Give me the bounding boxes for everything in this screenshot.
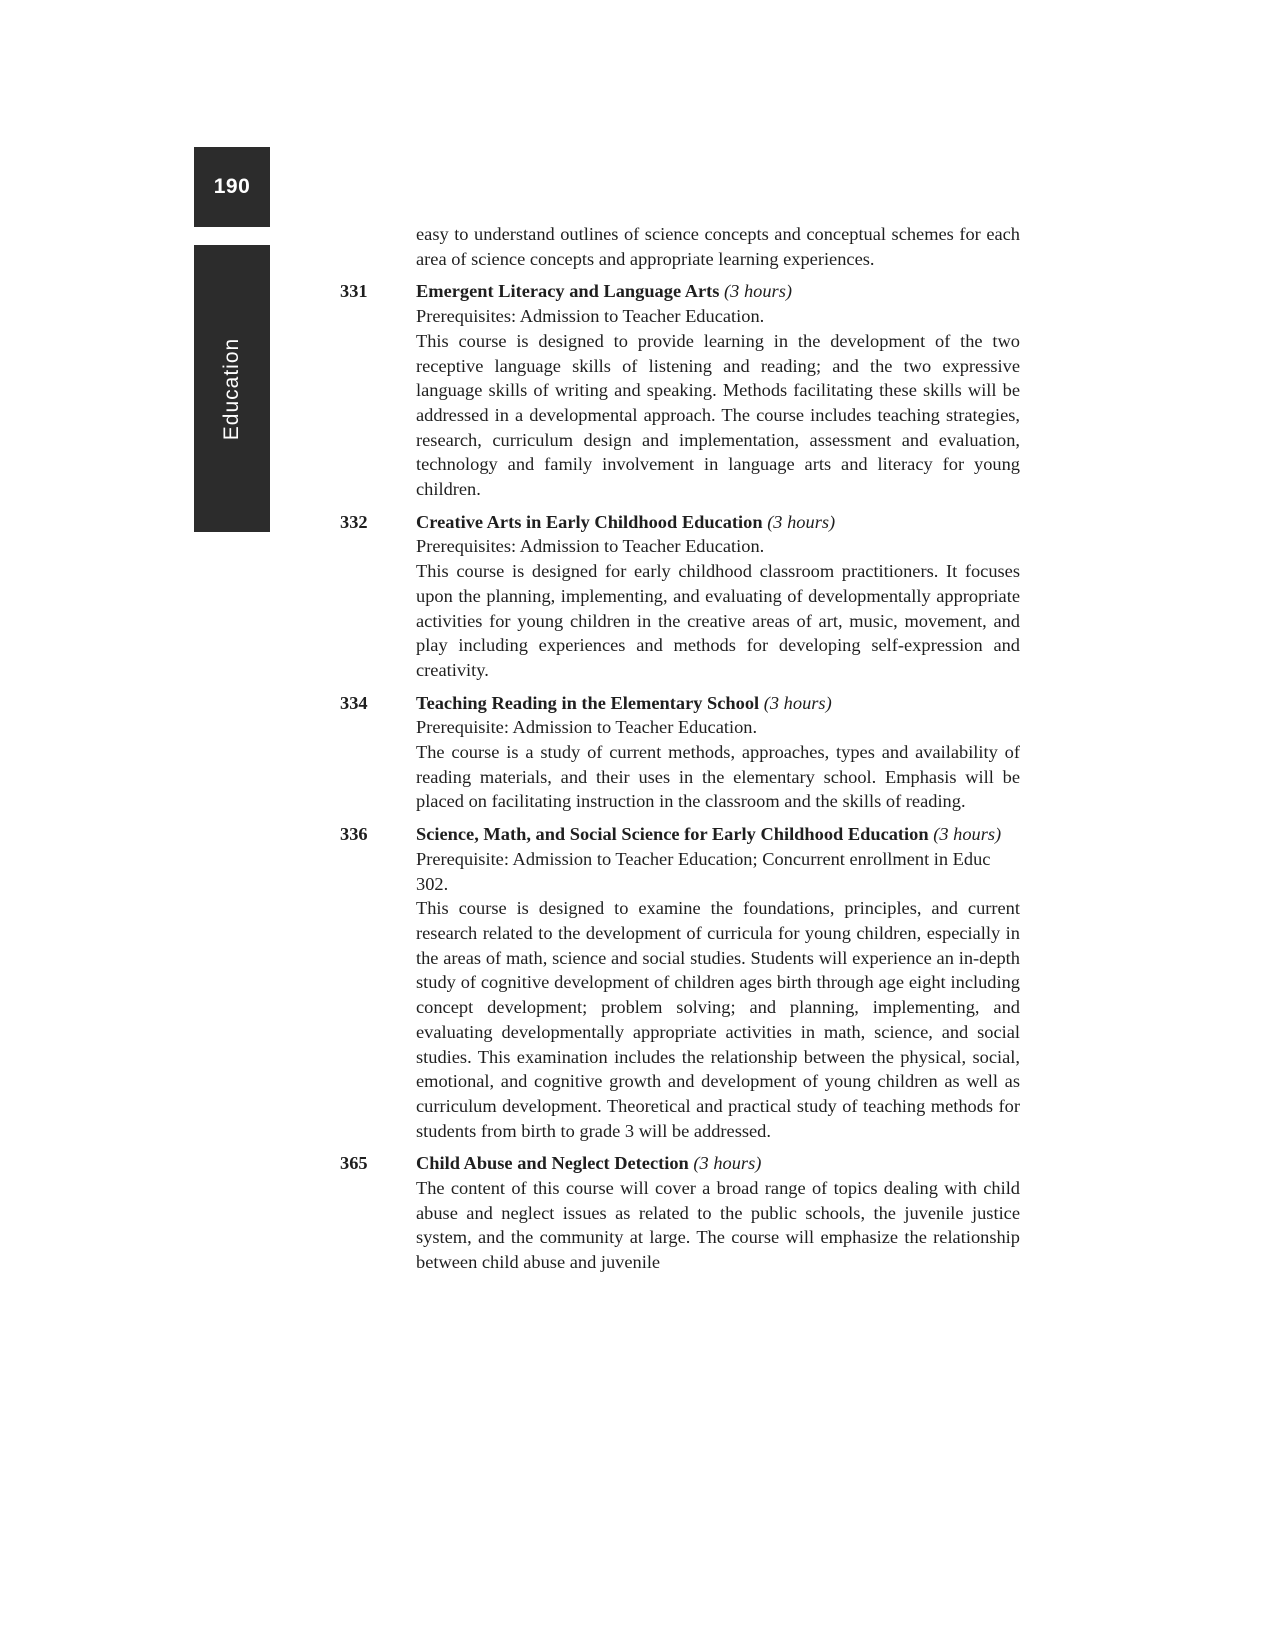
course-number: 332 — [340, 511, 368, 532]
course-listing — [340, 222, 1020, 1275]
intro-paragraph: easy to understand outlines of science concepts and conceptual schemes for each area of science concepts and appropriate learning experiences. — [416, 224, 1020, 269]
course-entry-336 — [340, 822, 1020, 1143]
course-number: 365 — [340, 1153, 368, 1174]
course-description: This course is designed to examine the foundations, principles, and current research related to the development of curricula for young children, especially in the areas of math, science and social studies. Students will experience an in-depth study of cognitive development of children ages birth through age eight including concept development; problem solving; and planning, implementing, and evaluating developmentally appropriate activities in math, science, and social studies. This examination includes the relationship between the physical, social, emotional, and cognitive growth and development of young children as well as curriculum development. Theoretical and practical study of teaching methods for students from birth to grade 3 will be addressed. — [416, 898, 1020, 1141]
course-title-text: Child Abuse and Neglect Detection — [416, 1153, 689, 1174]
course-body — [416, 822, 1020, 1143]
course-entry-331 — [340, 279, 1020, 501]
course-title-text: Emergent Literacy and Language Arts — [416, 281, 720, 302]
course-title-text: Science, Math, and Social Science for Early Childhood Education — [416, 824, 929, 845]
course-title — [416, 279, 1020, 304]
page-number: 190 — [213, 175, 251, 198]
page-number-tab — [194, 147, 270, 227]
course-prerequisite: Prerequisite: Admission to Teacher Education. — [416, 717, 758, 738]
course-description: This course is designed for early childhood classroom practitioners. It focuses upon the planning, implementing, and evaluating of developmentally appropriate activities for young children in the creative areas of art, music, movement, and play including experiences and methods for developing self-expression and creativity. — [416, 561, 1020, 680]
course-body — [416, 510, 1020, 683]
course-number: 331 — [340, 281, 368, 302]
course-description: This course is designed to provide learning in the development of the two receptive language skills of listening and reading; and the two expressive language skills of writing and speaking. Methods facilitating these skills will be addressed in a developmental approach. The course includes teaching strategies, research, curriculum design and implementation, assessment and evaluation, technology and family involvement in language arts and literacy for young children. — [416, 330, 1020, 500]
course-prerequisite: Prerequisites: Admission to Teacher Education. — [416, 306, 765, 327]
course-title-text: Creative Arts in Early Childhood Education — [416, 511, 763, 532]
course-description: The content of this course will cover a broad range of topics dealing with child abuse and neglect issues as related to the public schools, the juvenile justice system, and the community at large. The course will emphasize the relationship between child abuse and juvenile — [416, 1178, 1020, 1273]
course-body — [416, 691, 1020, 815]
course-entry-334 — [340, 691, 1020, 815]
section-label: Education — [220, 337, 243, 440]
course-title — [416, 1151, 1020, 1176]
course-hours: (3 hours) — [933, 824, 1002, 845]
course-title — [416, 691, 1020, 716]
course-prerequisite: Prerequisites: Admission to Teacher Education. — [416, 536, 765, 557]
course-description: The course is a study of current methods, approaches, types and availability of reading materials, and their uses in the elementary school. Emphasis will be placed on facilitating instruction in the classroom and the skills of reading. — [416, 742, 1020, 812]
course-hours: (3 hours) — [693, 1153, 762, 1174]
course-body — [416, 279, 1020, 501]
course-hours: (3 hours) — [724, 281, 792, 302]
course-hours: (3 hours) — [763, 692, 832, 713]
course-hours: (3 hours) — [767, 511, 836, 532]
course-title — [416, 510, 1020, 535]
course-entry-365 — [340, 1151, 1020, 1275]
course-entry-332 — [340, 510, 1020, 683]
section-tab — [194, 245, 270, 532]
course-prerequisite: Prerequisite: Admission to Teacher Education; Concurrent enrollment in Educ 302. — [416, 848, 991, 894]
course-number: 334 — [340, 692, 368, 713]
course-number: 336 — [340, 824, 368, 845]
course-body — [416, 1151, 1020, 1275]
course-title — [416, 822, 1020, 847]
course-title-text: Teaching Reading in the Elementary School — [416, 692, 760, 713]
